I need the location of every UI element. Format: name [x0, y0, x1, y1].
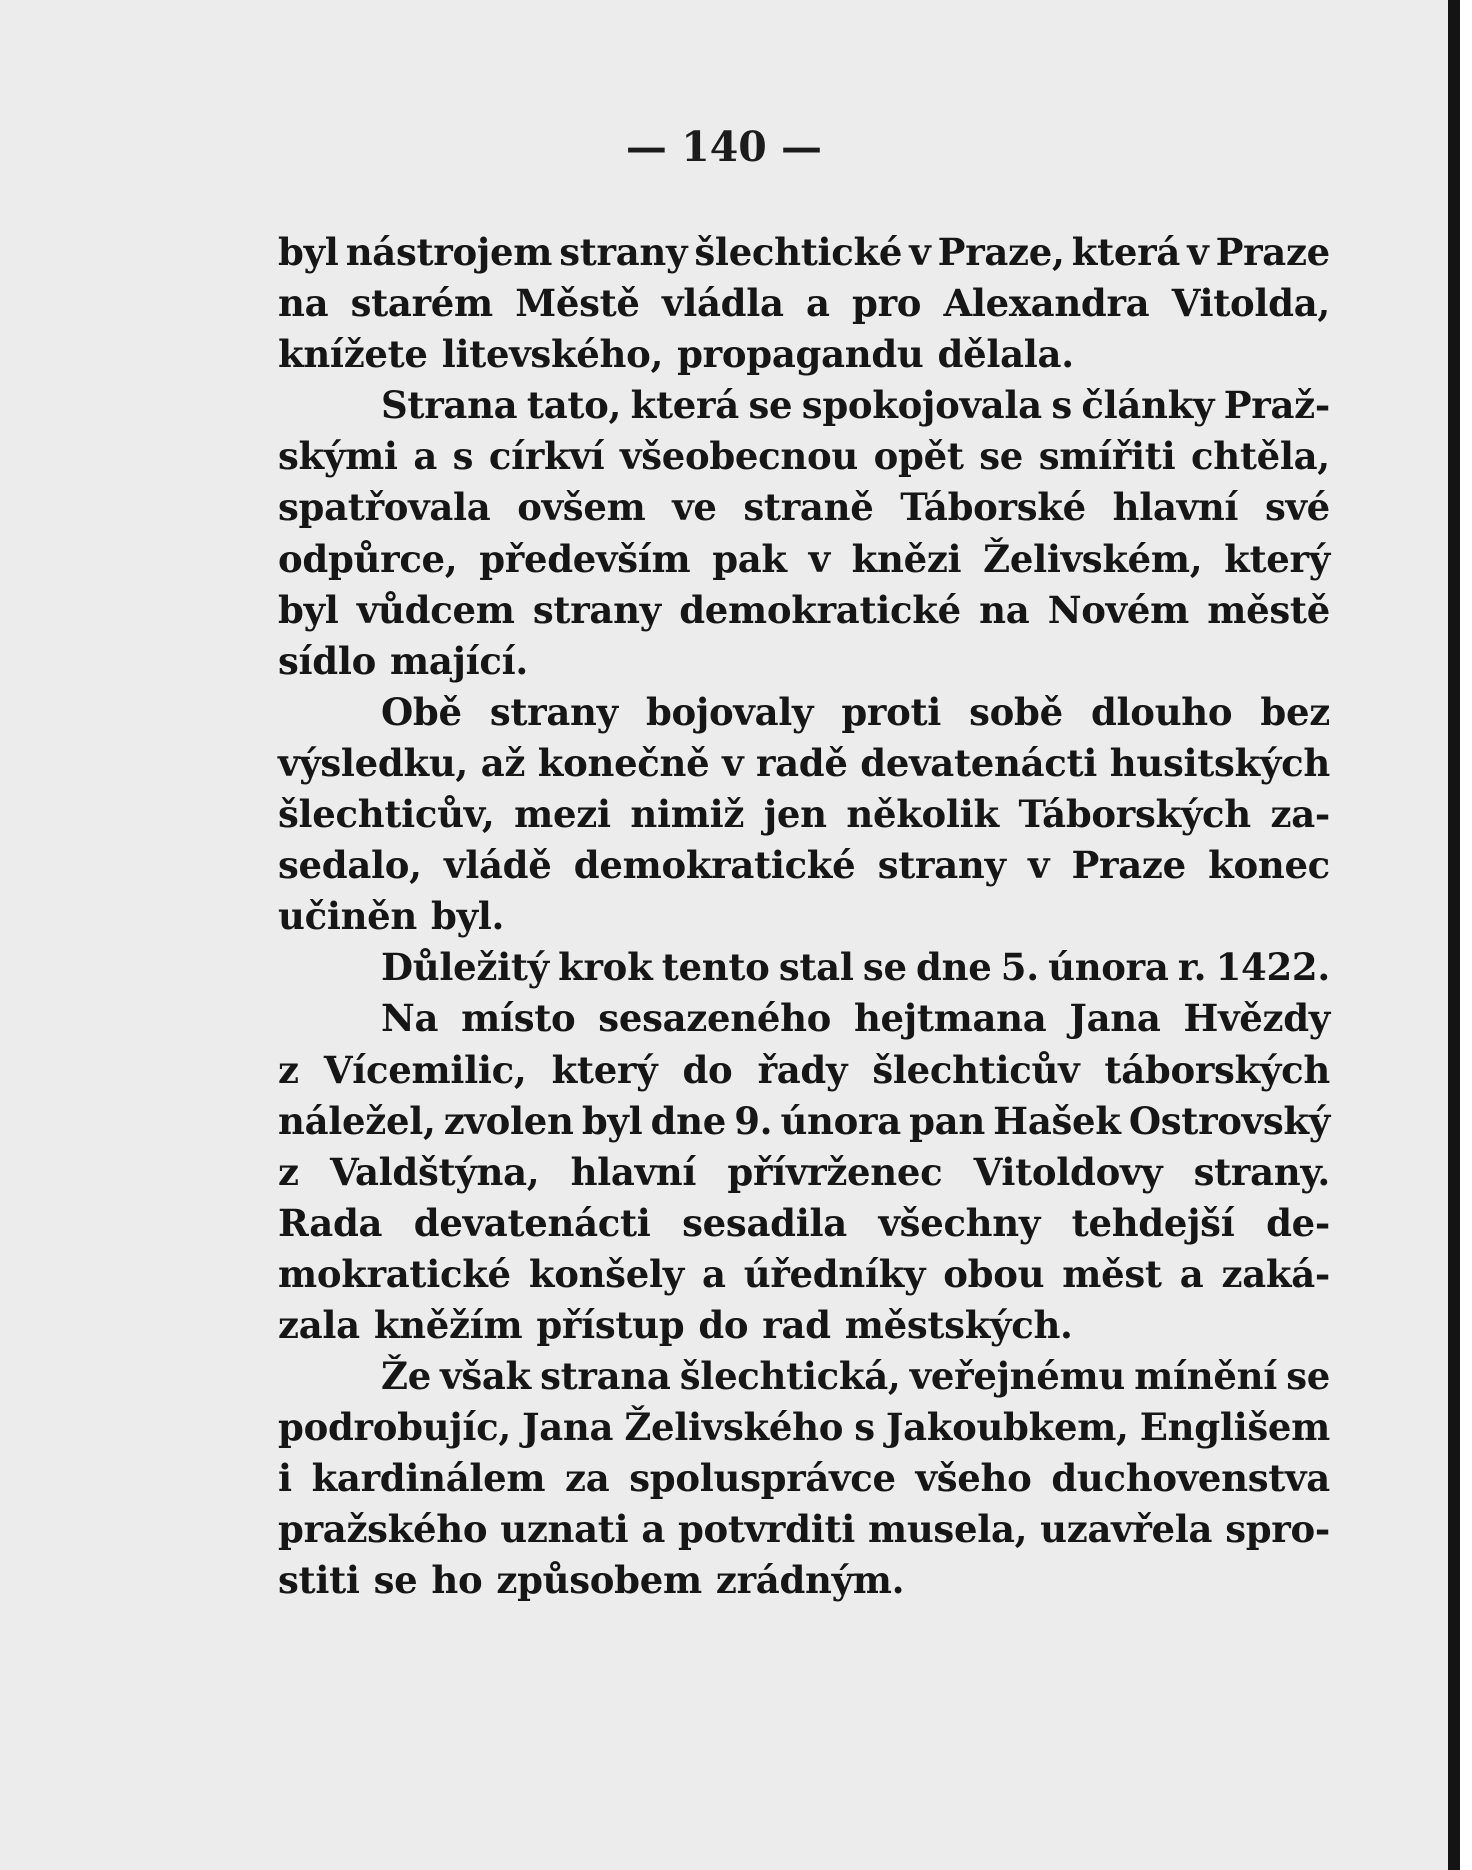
word: který [551, 1047, 658, 1092]
word: všeho [915, 1456, 1032, 1501]
word: Městě [515, 281, 640, 326]
word: kněžím [373, 1302, 523, 1347]
word: šlechtické [694, 230, 903, 274]
word: Alexandra [943, 281, 1150, 326]
word: církví [488, 434, 605, 479]
word: strany [489, 689, 618, 734]
word: Želivského [624, 1405, 844, 1450]
word: knížete [278, 332, 428, 377]
text-line [278, 738, 1330, 789]
word: Strana [381, 383, 518, 428]
word: krok [558, 945, 653, 990]
word: hlavní [570, 1149, 697, 1194]
word: v [722, 740, 744, 785]
word: mokratické [278, 1251, 511, 1296]
word: vládě [444, 843, 552, 888]
word: který [1224, 536, 1330, 581]
word: veřejnému [909, 1354, 1125, 1399]
word: demokratické [679, 587, 961, 632]
word: i [278, 1456, 292, 1501]
word: všeobecnou [620, 434, 858, 479]
word: několik [846, 792, 999, 837]
word: stiti [278, 1558, 360, 1603]
word: Praze, [937, 230, 1065, 274]
word: ho [431, 1558, 483, 1603]
word: konšely [528, 1251, 684, 1296]
word: Hvězdy [1183, 996, 1330, 1041]
word: městských. [844, 1302, 1073, 1347]
word: spolusprávce [629, 1456, 896, 1501]
text-line [278, 1504, 1330, 1555]
word: mínění [1134, 1354, 1277, 1399]
word: úředníky [743, 1251, 926, 1296]
word: z [278, 1047, 299, 1092]
word: de- [1266, 1200, 1330, 1245]
text-line [278, 1198, 1330, 1249]
word: do [682, 1047, 733, 1092]
word: byl [581, 1098, 643, 1143]
word: Želivském, [983, 536, 1203, 581]
word: mezi [514, 792, 611, 837]
word: pražského [278, 1507, 488, 1552]
word: rad [762, 1302, 831, 1347]
word: šlechticův [872, 1047, 1080, 1092]
word: na [979, 587, 1030, 632]
word: sesazeného [598, 996, 832, 1041]
word: potvrditi [677, 1507, 855, 1552]
word: sesadila [682, 1200, 847, 1245]
word: devatenácti [413, 1200, 651, 1245]
word: chtěla, [1191, 434, 1330, 479]
word: Na [381, 996, 439, 1041]
word: opět [873, 434, 964, 479]
word: Novém [1047, 587, 1189, 632]
word: ovšem [517, 485, 646, 530]
word: náležel, [278, 1098, 436, 1143]
text-line [278, 840, 1330, 891]
word: zrádným. [715, 1558, 905, 1603]
word: a [413, 434, 438, 479]
word: přívrženec [727, 1149, 943, 1194]
word: Jana [522, 1405, 614, 1450]
text-line [278, 431, 1330, 482]
word: konečně [537, 740, 710, 785]
word: články [1081, 383, 1215, 428]
word: výsledku, [278, 740, 469, 785]
text-line [278, 585, 1330, 636]
word: sedalo, [278, 843, 422, 888]
word: demokratické [573, 843, 856, 888]
text-line [278, 1555, 1330, 1606]
word: sobě [969, 689, 1063, 734]
text-line [278, 1300, 1330, 1351]
word: straně [743, 485, 874, 530]
word: smířiti [1038, 434, 1176, 479]
word: propagandu [677, 332, 924, 377]
word: jen [763, 792, 827, 837]
word: která [1071, 230, 1181, 274]
word: uzavřela [1040, 1507, 1213, 1552]
word: Vícemilic, [323, 1047, 527, 1092]
word: své [1264, 485, 1330, 530]
word: táborských [1104, 1047, 1330, 1092]
word: spatřovala [278, 485, 491, 530]
word: tehdejší [1071, 1200, 1235, 1245]
scan-border [1448, 0, 1460, 1870]
word: Jana [1069, 996, 1161, 1041]
text-line [278, 1453, 1330, 1504]
word: února [1048, 945, 1169, 990]
word: Obě [381, 689, 462, 734]
word: tato, [526, 383, 622, 428]
word: šlechtická, [679, 1354, 901, 1399]
word: za [565, 1456, 610, 1501]
word: ve [672, 485, 717, 530]
text-line [278, 1351, 1330, 1402]
word: spokojovala [801, 383, 1042, 428]
word: v [808, 536, 830, 581]
word: Englišem [1139, 1405, 1330, 1450]
word: za- [1270, 792, 1330, 837]
word: učiněn [278, 894, 418, 939]
word: nástrojem [345, 230, 553, 274]
word: podrobujíc, [278, 1405, 511, 1450]
word: skými [278, 434, 398, 479]
word: radě [755, 740, 848, 785]
text-line [278, 227, 1330, 278]
word: na [278, 281, 329, 326]
word: hlavní [1112, 485, 1239, 530]
word: uznati [500, 1507, 629, 1552]
text-line [278, 891, 1330, 942]
word: obou [943, 1251, 1045, 1296]
word: Rada [278, 1200, 383, 1245]
word: Důležitý [381, 945, 549, 990]
word: bojovaly [645, 689, 814, 734]
word: zaká- [1221, 1251, 1330, 1296]
text-line [278, 278, 1330, 329]
word: dělala. [937, 332, 1074, 377]
word: byl. [431, 894, 505, 939]
word: Valdštýna, [329, 1149, 540, 1194]
word: se [979, 434, 1024, 479]
word: dne [916, 945, 992, 990]
word: s [854, 1405, 875, 1450]
text-line [278, 1045, 1330, 1096]
word: s [1051, 383, 1072, 428]
word: byl [278, 587, 339, 632]
word: a [701, 1251, 726, 1296]
word: duchovenstva [1051, 1456, 1330, 1501]
word: městě [1207, 587, 1330, 632]
word: a [641, 1507, 666, 1552]
text-line [278, 942, 1330, 993]
word: proti [841, 689, 942, 734]
word: zala [278, 1302, 360, 1347]
word: všechny [878, 1200, 1041, 1245]
word: a [805, 281, 830, 326]
word: a [1179, 1251, 1204, 1296]
word: devatenácti [860, 740, 1098, 785]
word: v [1187, 230, 1209, 274]
text-line [278, 1402, 1330, 1453]
word: v [909, 230, 931, 274]
text-line [278, 1096, 1330, 1147]
word: zvolen [443, 1098, 574, 1143]
word: odpůrce, [278, 536, 458, 581]
word: Praze [1071, 843, 1186, 888]
word: strany [532, 587, 661, 632]
word: pak [712, 536, 787, 581]
word: sídlo [278, 638, 376, 683]
word: až [480, 740, 526, 785]
text-line [278, 329, 1330, 380]
word: litevského, [441, 332, 664, 377]
word: řady [757, 1047, 848, 1092]
text-line [278, 687, 1330, 738]
word: strany [559, 230, 688, 274]
word: 1422. [1215, 945, 1330, 990]
word: však [440, 1354, 531, 1399]
word: Jakoubkem, [885, 1405, 1129, 1450]
page-number: — 140 — [625, 123, 823, 171]
text-line [278, 1147, 1330, 1198]
word: s [452, 434, 474, 479]
word: do [698, 1302, 749, 1347]
word: husitských [1109, 740, 1330, 785]
word: února [780, 1098, 901, 1143]
word: šlechticův, [278, 792, 495, 837]
word: se [748, 383, 793, 428]
word: se [1286, 1354, 1330, 1399]
word: z [278, 1149, 299, 1194]
word: dne [650, 1098, 727, 1143]
word: místo [461, 996, 576, 1041]
word: přístup [536, 1302, 685, 1347]
word: Vitolda, [1171, 281, 1330, 326]
word: v [1027, 843, 1050, 888]
word: tento [661, 945, 770, 990]
word: knězi [851, 536, 962, 581]
word: starém [350, 281, 493, 326]
word: Táborských [1018, 792, 1251, 837]
text-line [278, 380, 1330, 431]
word: Praž- [1223, 383, 1330, 428]
word: se [373, 1558, 418, 1603]
word: vůdcem [356, 587, 515, 632]
word: dlouho [1090, 689, 1233, 734]
text-line [278, 636, 1330, 687]
word: hejtmana [853, 996, 1047, 1041]
text-line [278, 993, 1330, 1044]
word: bez [1260, 689, 1330, 734]
word: r. [1177, 945, 1207, 990]
word: vládla [662, 281, 784, 326]
word: strany [877, 843, 1006, 888]
text-line [278, 534, 1330, 585]
body-text [278, 227, 1330, 1607]
text-line [278, 1249, 1330, 1300]
word: strany. [1193, 1149, 1330, 1194]
word: pan [909, 1098, 985, 1143]
word: způsobem [496, 1558, 702, 1603]
word: Že [381, 1354, 431, 1399]
word: konec [1208, 843, 1330, 888]
word: mající. [390, 638, 528, 683]
word: Hašek [993, 1098, 1121, 1143]
word: se [862, 945, 907, 990]
word: strana [540, 1354, 671, 1399]
word: musela, [867, 1507, 1028, 1552]
word: především [479, 536, 691, 581]
word: spro- [1225, 1507, 1330, 1552]
word: 9. [734, 1098, 773, 1143]
word: měst [1062, 1251, 1162, 1296]
word: Táborské [900, 485, 1086, 530]
word: nimiž [630, 792, 745, 837]
word: stal [778, 945, 854, 990]
word: kardinálem [311, 1456, 546, 1501]
word: pro [852, 281, 922, 326]
word: Vitoldovy [973, 1149, 1163, 1194]
word: 5. [1000, 945, 1039, 990]
word: Ostrovský [1128, 1098, 1330, 1143]
text-line [278, 482, 1330, 533]
word: Praze [1215, 230, 1330, 274]
word: byl [278, 230, 339, 274]
text-line [278, 789, 1330, 840]
word: která [630, 383, 739, 428]
